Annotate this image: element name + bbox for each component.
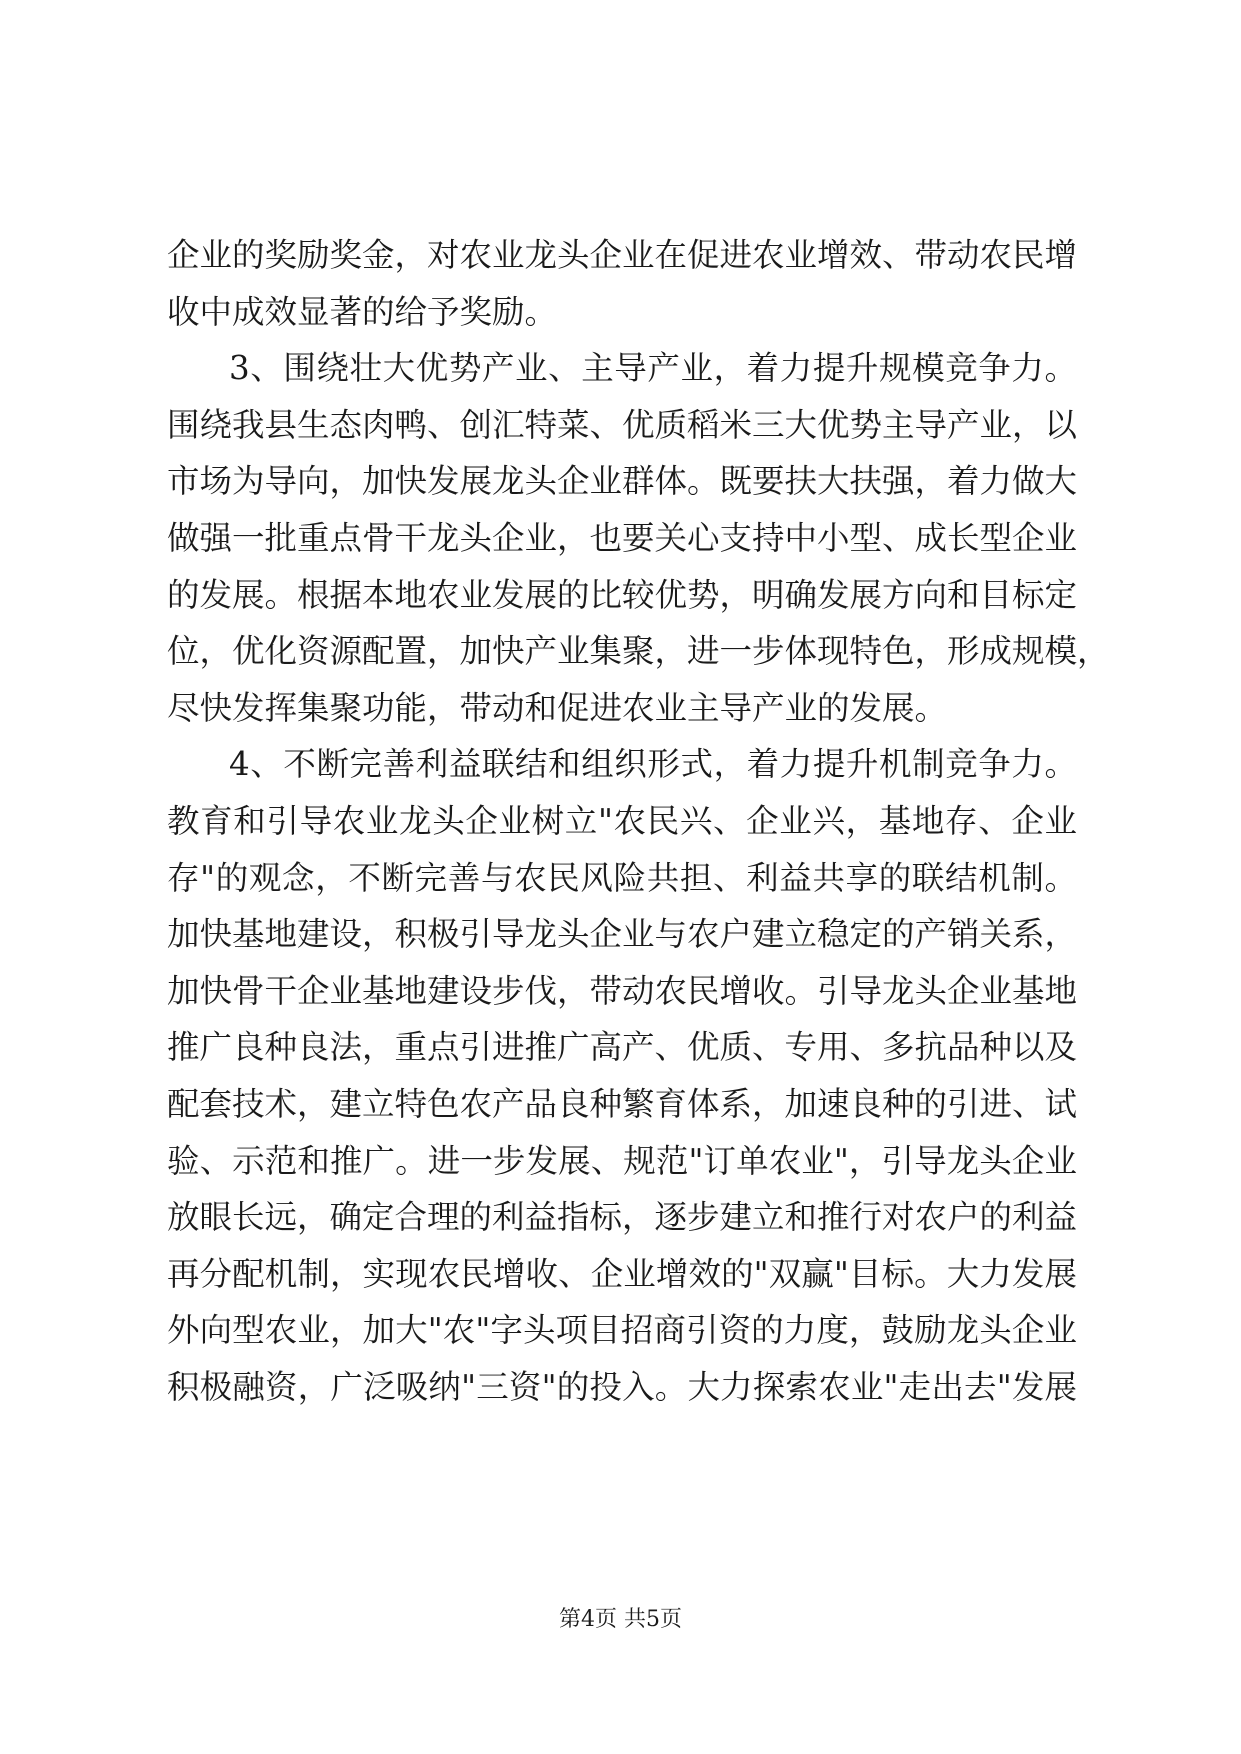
text-line: 3、围绕壮大优势产业、主导产业，着力提升规模竞争力。 <box>229 349 1077 388</box>
text-line: 验、示范和推广。进一步发展、规范"订单农业"，引导龙头企业 <box>167 1141 1077 1180</box>
text-line: 尽快发挥集聚功能，带动和促进农业主导产业的发展。 <box>167 688 948 727</box>
text-line: 加快基地建设，积极引导龙头企业与农户建立稳定的产销关系， <box>167 915 1078 954</box>
text-line: 加快骨干企业基地建设步伐，带动农民增收。引导龙头企业基地 <box>167 971 1078 1010</box>
text-line: 外向型农业，加大"农"字头项目招商引资的力度，鼓励龙头企业 <box>167 1311 1077 1350</box>
text-line: 教育和引导农业龙头企业树立"农民兴、企业兴，基地存、企业 <box>167 801 1077 840</box>
text-line: 4、不断完善利益联结和组织形式，着力提升机制竞争力。 <box>229 745 1077 784</box>
text-line: 位，优化资源配置，加快产业集聚，进一步体现特色，形成规模， <box>167 632 1110 671</box>
text-line: 存"的观念，不断完善与农民风险共担、利益共享的联结机制。 <box>167 858 1077 897</box>
text-line: 企业的奖励奖金，对农业龙头企业在促进农业增效、带动农民增 <box>167 236 1078 274</box>
text-line: 再分配机制，实现农民增收、企业增效的"双赢"目标。大力发展 <box>167 1254 1077 1293</box>
text-line: 围绕我县生态肉鸭、创汇特菜、优质稻米三大优势主导产业，以 <box>167 405 1078 444</box>
text-line: 市场为导向，加快发展龙头企业群体。既要扶大扶强，着力做大 <box>167 462 1078 501</box>
paragraph <box>167 736 1077 1415</box>
body-text <box>167 227 1110 1415</box>
text-line: 的发展。根据本地农业发展的比较优势，明确发展方向和目标定 <box>167 575 1078 614</box>
text-line: 做强一批重点骨干龙头企业，也要关心支持中小型、成长型企业 <box>167 518 1078 557</box>
text-line: 积极融资，广泛吸纳"三资"的投入。大力探索农业"走出去"发展 <box>167 1367 1077 1406</box>
text-line: 收中成效显著的给予奖励。 <box>167 292 558 331</box>
text-line: 配套技术，建立特色农产品良种繁育体系，加速良种的引进、试 <box>167 1084 1078 1123</box>
page-footer: 第4页 共5页 <box>559 1607 682 1632</box>
paragraph <box>167 227 1077 340</box>
text-line: 放眼长远，确定合理的利益指标，逐步建立和推行对农户的利益 <box>167 1198 1078 1237</box>
text-line: 推广良种良法，重点引进推广高产、优质、专用、多抗品种以及 <box>167 1028 1078 1067</box>
paragraph <box>167 340 1110 736</box>
